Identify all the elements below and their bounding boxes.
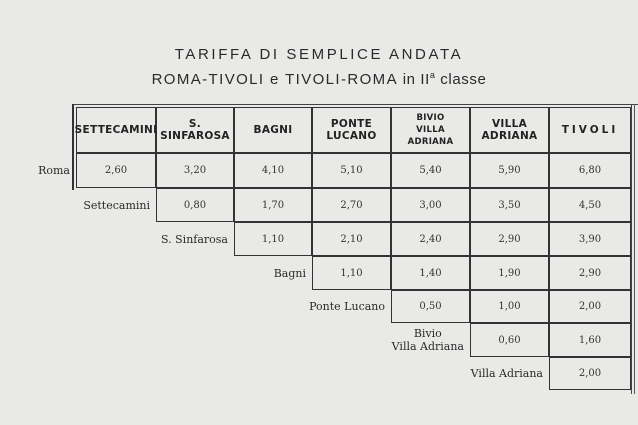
fare-cell: 4,50 xyxy=(549,188,631,222)
row-label: Settecamini xyxy=(83,198,150,212)
fare-cell: 6,80 xyxy=(549,153,631,188)
fare-cell: 3,50 xyxy=(470,188,549,222)
fare-table-title: TARIFFA DI SEMPLICE ANDATA xyxy=(174,46,464,63)
fare-cell: 0,60 xyxy=(470,323,549,357)
fare-cell: 2,00 xyxy=(549,357,631,390)
route-text: ROMA-TIVOLI e TIVOLI-ROMA xyxy=(151,71,398,88)
fare-cell: 2,60 xyxy=(76,153,156,188)
fare-cell: 0,80 xyxy=(156,188,234,222)
fare-cell: 2,00 xyxy=(549,290,631,323)
row-label: Ponte Lucano xyxy=(309,300,385,313)
row-label: Roma xyxy=(38,164,70,177)
fare-cell: 2,40 xyxy=(391,222,470,256)
column-header: PONTE LUCANO xyxy=(312,107,391,153)
table-outer-right-rule-double xyxy=(634,104,635,394)
column-header: TIVOLI xyxy=(549,107,631,153)
column-header: S. SINFAROSA xyxy=(156,107,234,153)
fare-cell: 2,70 xyxy=(312,188,391,222)
row-label: Villa Adriana xyxy=(470,367,543,380)
row-label: S. Sinfarosa xyxy=(161,232,228,246)
fare-cell: 3,20 xyxy=(156,153,234,188)
row-label: Bagni xyxy=(273,266,306,280)
fare-cell: 1,70 xyxy=(234,188,312,222)
fare-table-subtitle xyxy=(0,70,638,88)
class-text: in $II^a$ classe xyxy=(402,70,487,88)
fare-cell: 3,90 xyxy=(549,222,631,256)
column-header: BAGNI xyxy=(234,107,312,153)
column-header: VILLA ADRIANA xyxy=(470,107,549,153)
table-outer-top-rule xyxy=(72,104,638,105)
row-label: Bivio Villa Adriana xyxy=(391,327,464,353)
fare-cell: 5,90 xyxy=(470,153,549,188)
fare-cell: 1,10 xyxy=(234,222,312,256)
fare-cell: 4,10 xyxy=(234,153,312,188)
fare-cell: 3,00 xyxy=(391,188,470,222)
fare-cell: 1,00 xyxy=(470,290,549,323)
column-header: BIVIO VILLA ADRIANA xyxy=(391,107,470,153)
fare-cell: 5,40 xyxy=(391,153,470,188)
fare-cell: 1,40 xyxy=(391,256,470,290)
fare-cell: 5,10 xyxy=(312,153,391,188)
table-outer-right-rule xyxy=(631,104,632,394)
fare-cell: 2,10 xyxy=(312,222,391,256)
fare-cell: 1,60 xyxy=(549,323,631,357)
fare-cell: 2,90 xyxy=(549,256,631,290)
column-header: SETTECAMINI xyxy=(76,107,156,153)
fare-cell: 1,10 xyxy=(312,256,391,290)
fare-cell: 1,90 xyxy=(470,256,549,290)
fare-cell: 0,50 xyxy=(391,290,470,323)
fare-cell: 2,90 xyxy=(470,222,549,256)
